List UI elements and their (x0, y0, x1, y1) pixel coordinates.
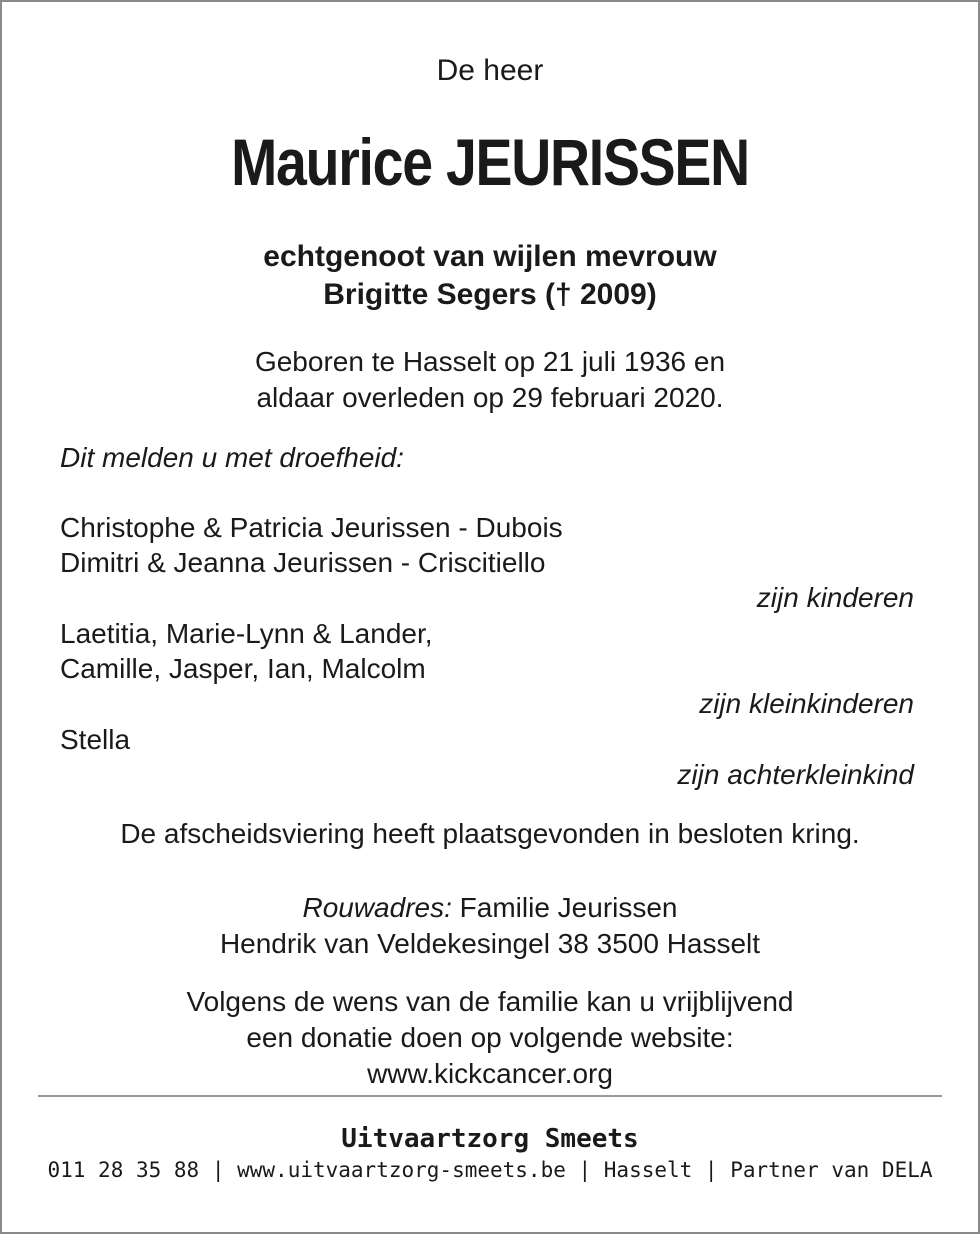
children-line-1: Christophe & Patricia Jeurissen - Dubois (60, 512, 563, 543)
intro-text: Dit melden u met droefheid: (60, 442, 404, 473)
greatgrandchild-line: Stella (60, 724, 131, 755)
greatgrandchild-role: zijn achterkleinkind (677, 759, 914, 790)
farewell-text: De afscheidsviering heeft plaatsgevonden in besloten kring. (120, 818, 860, 849)
funeral-company-name: Uitvaartzorg Smeets (341, 1124, 639, 1154)
salutation: De heer (436, 54, 544, 87)
birth-death-info (2, 344, 978, 416)
rouwadres-line (2, 890, 978, 926)
rouwadres-name: Familie Jeurissen (459, 892, 678, 923)
spouse-line-1: echtgenoot van wijlen mevrouw (263, 240, 717, 273)
deceased-name: Maurice JEURISSEN (231, 125, 749, 199)
donation-line-1: Volgens de wens van de familie kan u vrijblijvend (186, 986, 794, 1017)
funeral-company-contact: 011 28 35 88 | www.uitvaartzorg-smeets.be | Hasselt | Partner van DELA (47, 1158, 933, 1182)
donation-block (2, 984, 978, 1092)
donation-line-2: een donatie doen op volgende website: (246, 1022, 734, 1053)
footer-divider (38, 1095, 942, 1097)
spouse-info (2, 238, 978, 314)
children-line-2: Dimitri & Jeanna Jeurissen - Criscitiello (60, 547, 546, 578)
children-role: zijn kinderen (756, 582, 914, 613)
birth-line-1: Geboren te Hasselt op 21 juli 1936 en (254, 346, 726, 377)
rouwadres-label: Rouwadres: (302, 892, 452, 923)
grandchildren-line-2: Camille, Jasper, Ian, Malcolm (60, 653, 426, 684)
grandchildren-line-1: Laetitia, Marie-Lynn & Lander, (60, 618, 433, 649)
birth-line-2: aldaar overleden op 29 februari 2020. (256, 382, 724, 413)
rouwadres-block (2, 890, 978, 962)
donation-url[interactable]: www.kickcancer.org (367, 1058, 613, 1089)
grandchildren-role: zijn kleinkinderen (699, 688, 914, 719)
spouse-line-2: Brigitte Segers († 2009) (323, 278, 657, 311)
rouwadres-address: Hendrik van Veldekesingel 38 3500 Hasselt (219, 928, 761, 959)
